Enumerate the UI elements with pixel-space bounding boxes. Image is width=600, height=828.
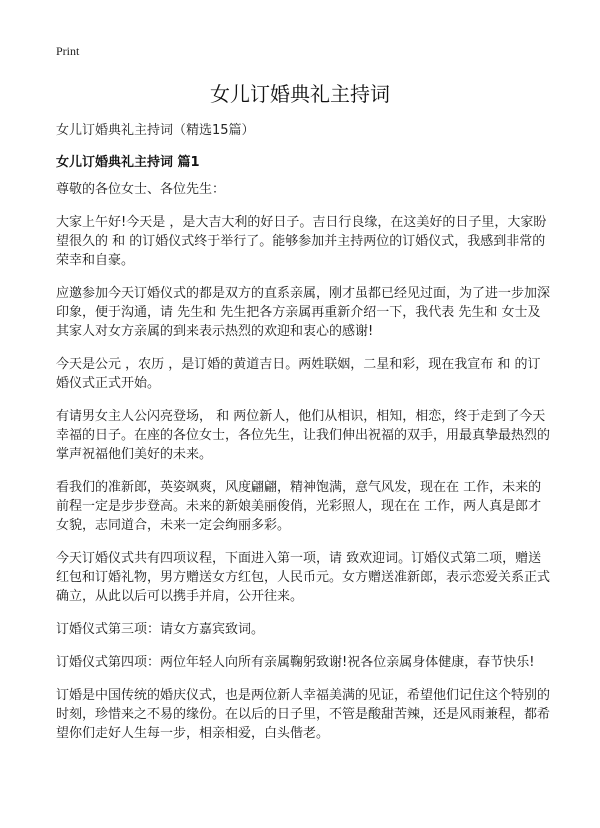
paragraph: 看我们的准新郎，英姿飒爽，风度翩翩，精神饱满，意气风发，现在在 工作，未来的前程一定是步步登高。未来的新娘美丽俊俏，光彩照人，现在在 工作，两人真是郎才女貌，志同道合，未来一定会绚丽多彩。 xyxy=(56,480,542,533)
paragraph: 订婚仪式第三项：请女方嘉宾致词。 xyxy=(56,622,265,637)
paragraph: 大家上午好!今天是 ，是大吉大利的好日子。吉日行良缘，在这美好的日子里，大家盼望很久的 和 的订婚仪式终于举行了。能够参加并主持两位的订婚仪式，我感到非常的荣幸和自豪。 xyxy=(56,215,547,268)
section-heading: 女儿订婚典礼主持词 篇1 xyxy=(56,155,200,170)
paragraph-greeting: 尊敬的各位女士、各位先生： xyxy=(56,182,226,197)
paragraph: 今天是公元 ，农历 ，是订婚的黄道吉日。两姓联姻，二星和彩，现在我宣布 和 的订婚仪式正式开始。 xyxy=(56,357,541,391)
paragraph: 订婚仪式第四项：两位年轻人向所有亲属鞠躬致谢!祝各位亲属身体健康，春节快乐! xyxy=(56,655,535,670)
document-body xyxy=(56,180,550,757)
document-title: 女儿订婚典礼主持词 xyxy=(210,82,390,106)
paragraph: 有请男女主人公闪亮登场， 和 两位新人，他们从相识，相知，相恋，终于走到了今天幸福的日子。在座的各位女士，各位先生，让我们伸出祝福的双手，用最真挚最热烈的掌声祝福他们美好的未来。 xyxy=(56,409,551,462)
paragraph: 订婚是中国传统的婚庆仪式，也是两位新人幸福美满的见证，希望他们记住这个特别的时刻，珍惜来之不易的缘份。在以后的日子里，不管是酸甜苦辣，还是风雨兼程，都希望你们走好人生每一步，相亲相爱，白头偕老。 xyxy=(56,688,551,741)
document-subtitle: 女儿订婚典礼主持词（精选15篇） xyxy=(56,123,255,138)
paragraph: 应邀参加今天订婚仪式的都是双方的直系亲属，刚才虽都已经见过面，为了进一步加深印象，便于沟通，请 先生和 先生把各方亲属再重新介绍一下，我代表 先生和 女士及其家人对女方亲属的到来表示热烈的欢迎和衷心的感谢! xyxy=(56,286,551,339)
paragraph: 今天订婚仪式共有四项议程，下面进入第一项，请 致欢迎词。订婚仪式第二项，赠送红包和订婚礼物，男方赠送女方红包，人民币元。女方赠送准新郎，表示恋爱关系正式确立，从此以后可以携手并肩，公开往来。 xyxy=(56,551,551,604)
print-link[interactable]: Print xyxy=(56,44,80,58)
